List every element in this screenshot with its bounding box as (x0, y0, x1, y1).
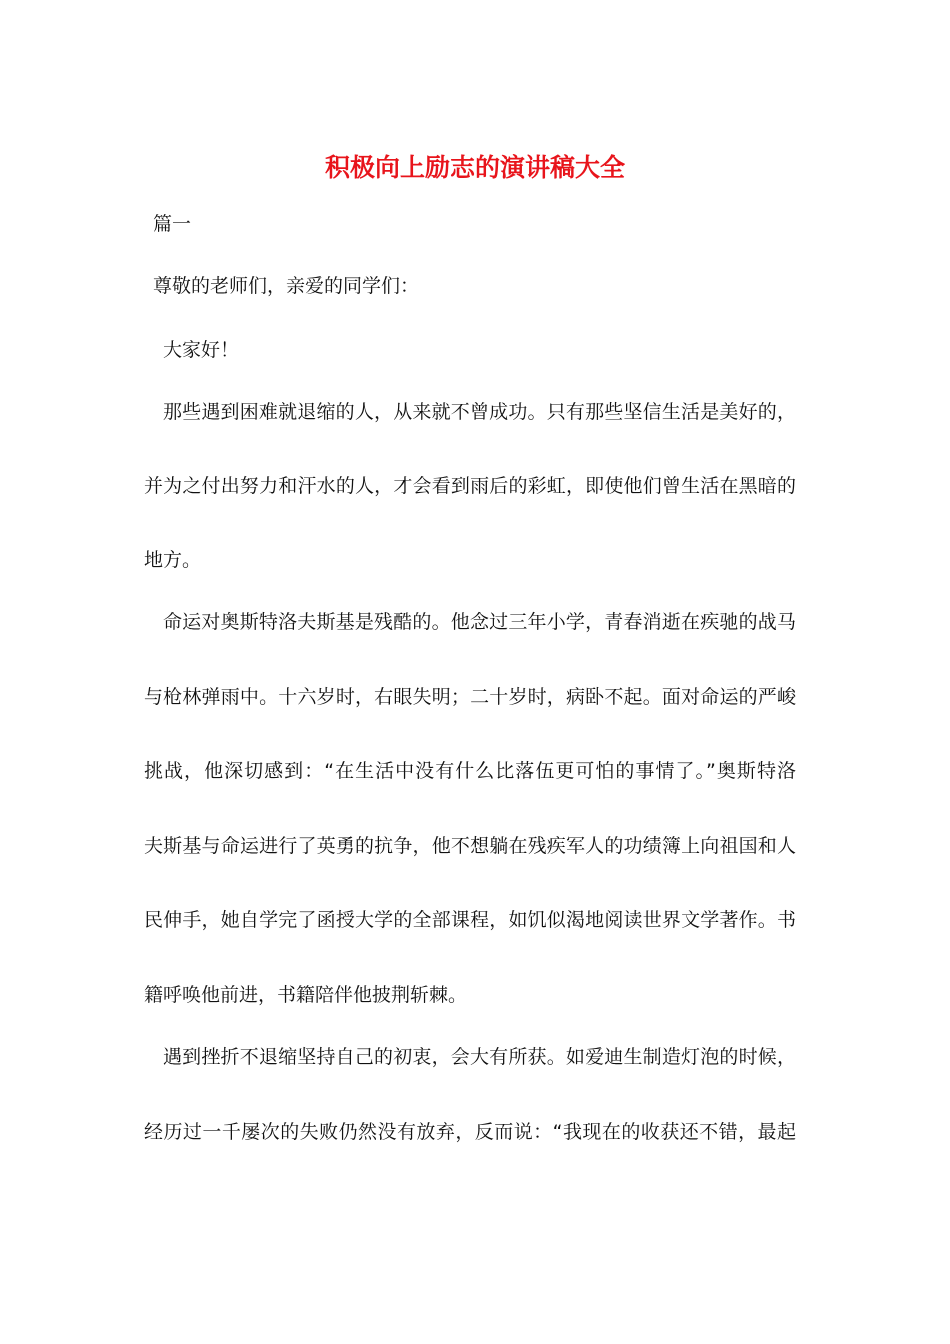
paragraph-line: 那些遇到困难就退缩的人，从来就不曾成功。只有那些坚信生活是美好的， (163, 401, 796, 423)
document-title: 积极向上励志的演讲稿大全 (324, 153, 625, 182)
paragraph-line: 并为之付出努力和汗水的人，才会看到雨后的彩虹，即使他们曾生活在黑暗的 (144, 475, 796, 497)
section-heading: 篇一 (153, 213, 192, 235)
paragraph-line: 籍呼唤他前进，书籍陪伴他披荆斩棘。 (144, 984, 468, 1006)
paragraph-line: 夫斯基与命运进行了英勇的抗争，他不想躺在残疾军人的功绩簿上向祖国和人 (144, 835, 796, 857)
paragraph-line: 民伸手，她自学完了函授大学的全部课程，如饥似渴地阅读世界文学著作。书 (144, 909, 796, 931)
paragraph-line: 经历过一千屡次的失败仍然没有放弃，反而说：“我现在的收获还不错，最起 (144, 1121, 796, 1143)
paragraph-line: 遇到挫折不退缩坚持自己的初衷，会大有所获。如爱迪生制造灯泡的时候， (163, 1046, 796, 1068)
paragraph-line: 与枪林弹雨中。十六岁时，右眼失明；二十岁时，病卧不起。面对命运的严峻 (144, 686, 796, 708)
paragraph-line: 挑战，他深切感到：“在生活中没有什么比落伍更可怕的事情了。”奥斯特洛 (144, 760, 796, 782)
paragraph-line: 命运对奥斯特洛夫斯基是残酷的。他念过三年小学，青春消逝在疾驰的战马 (163, 611, 796, 633)
greeting: 大家好！ (163, 339, 240, 361)
paragraph-line: 地方。 (144, 549, 202, 571)
salutation: 尊敬的老师们，亲爱的同学们： (153, 275, 420, 297)
